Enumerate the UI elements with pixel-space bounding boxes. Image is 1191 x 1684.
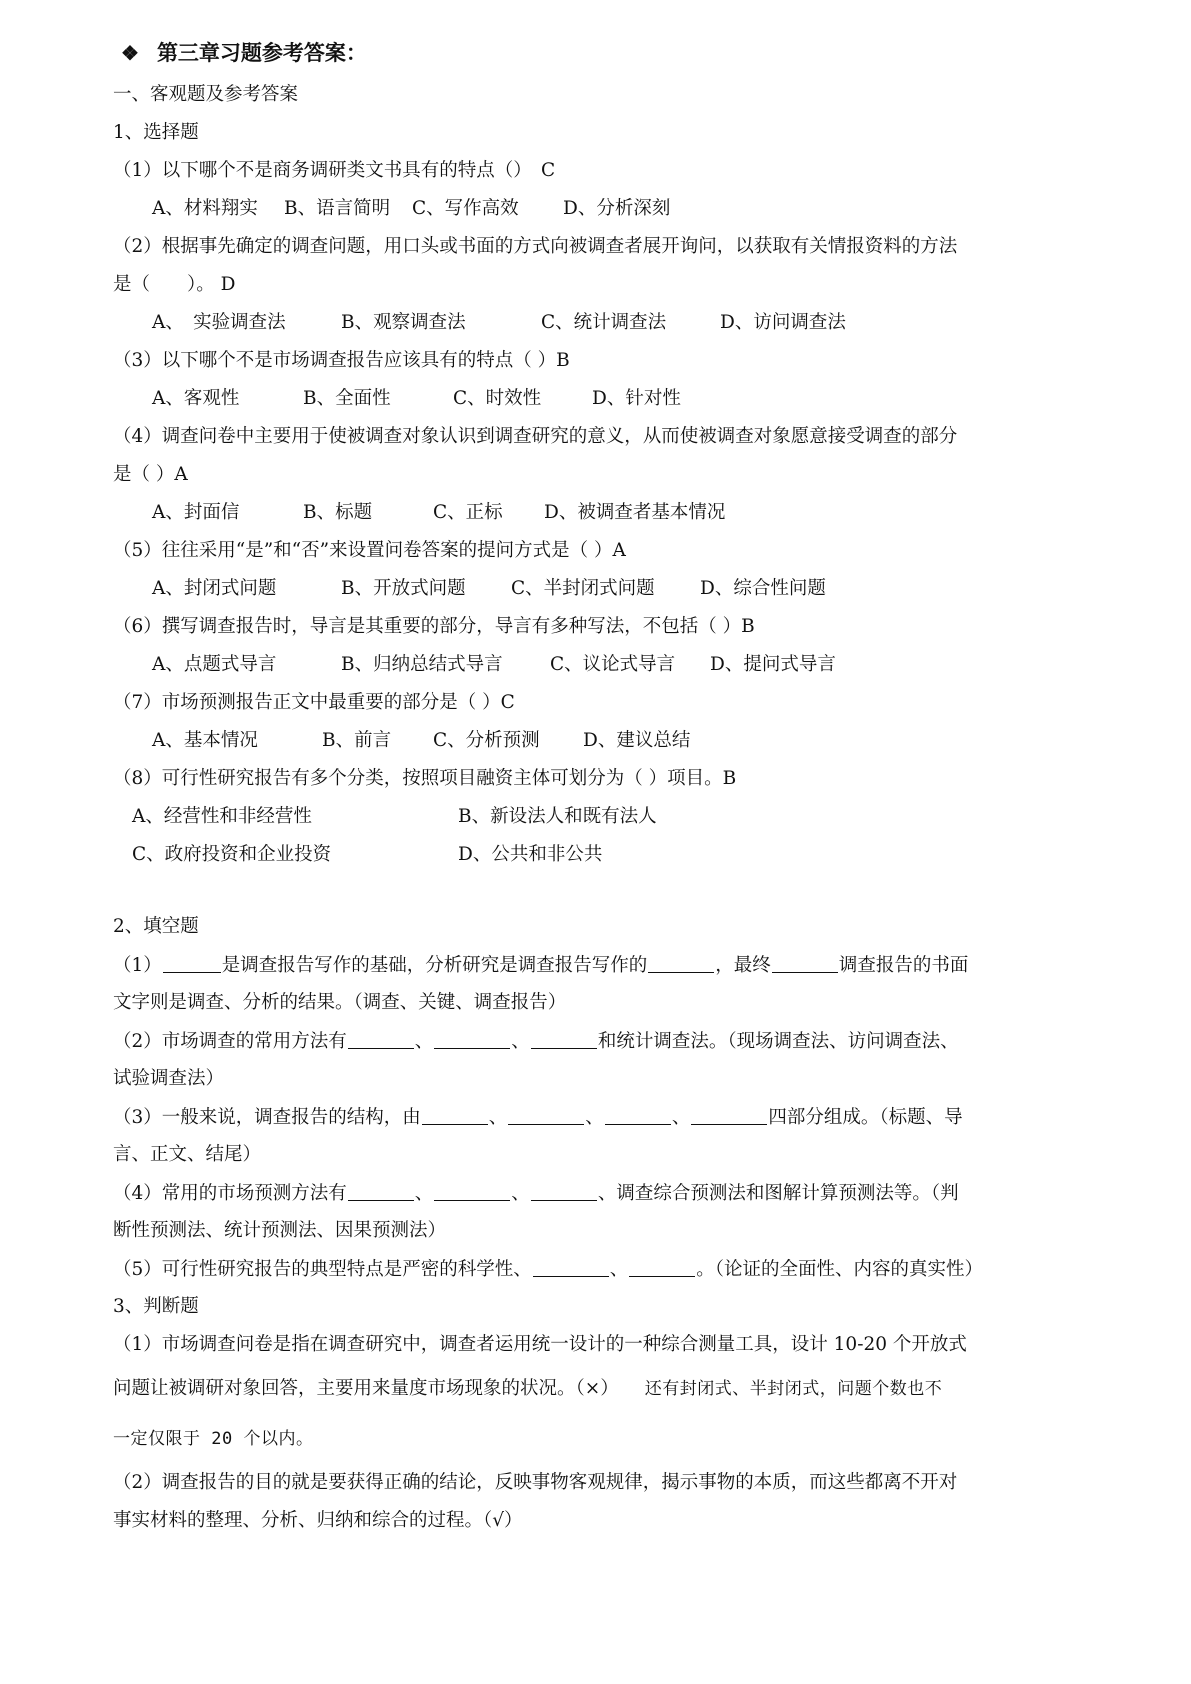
answer-blank (434, 1180, 510, 1201)
option: C、正标 (433, 502, 503, 523)
judge-question: （2）调查报告的目的就是要获得正确的结论，反映事物客观规律，揭示事物的本质，而这些都离不开对 (113, 1472, 958, 1493)
question-stem-continued: 是（ ）。 D (113, 274, 236, 295)
option: B、标题 (303, 502, 373, 523)
judge-question-continued: 事实材料的整理、分析、归纳和综合的过程。（√） (113, 1510, 523, 1531)
fill-question: （5）可行性研究报告的典型特点是严密的科学性、 、 。（论证的全面性、内容的真实性） (113, 1256, 983, 1283)
answer-blank (531, 1180, 597, 1201)
option: C、分析预测 (433, 730, 540, 751)
option: B、归纳总结式导言 (341, 654, 503, 675)
option: C、写作高效 (412, 198, 519, 219)
option: D、分析深刻 (563, 198, 671, 219)
fill-question: （2）市场调查的常用方法有 、 、 和统计调查法。（现场调查法、访问调查法、 (113, 1028, 959, 1055)
choice-heading: 1、选择题 (113, 122, 199, 143)
answer-note: 还有封闭式、半封闭式，问题个数也不 (644, 1379, 943, 1399)
answer-blank (163, 952, 221, 973)
answer-note-continued: 一定仅限于 20 个以内。 (113, 1429, 314, 1449)
option: B、前言 (322, 730, 392, 751)
fill-question-continued: 言、正文、结尾） (113, 1144, 262, 1165)
diamond-bullet-icon: ❖ (121, 41, 139, 65)
fill-question: （3）一般来说，调查报告的结构，由 、 、 、 四部分组成。（标题、导 (113, 1104, 963, 1131)
answer-blank (629, 1256, 695, 1277)
fill-question-continued: 文字则是调查、分析的结果。（调查、关键、调查报告） (113, 992, 567, 1013)
option: B、全面性 (303, 388, 391, 409)
option: A、点题式导言 (152, 654, 277, 675)
answer-blank (605, 1104, 671, 1125)
judge-question: （1）市场调查问卷是指在调查研究中，调查者运用统一设计的一种综合测量工具，设计 10-20 个开放式 (113, 1334, 967, 1355)
option: C、统计调查法 (541, 312, 667, 333)
option: A、基本情况 (152, 730, 258, 751)
question-stem: （7）市场预测报告正文中最重要的部分是（ ）C (113, 692, 515, 713)
judge-question-continued: 问题让被调研对象回答，主要用来量度市场现象的状况。（×） 还有封闭式、半封闭式，问题个数也不 (113, 1378, 943, 1399)
answer-blank (422, 1104, 488, 1125)
answer-blank (348, 1028, 414, 1049)
fill-question-continued: 试验调查法） (113, 1068, 225, 1089)
question-stem: （5）往往采用“是”和“否”来设置问卷答案的提问方式是（ ）A (113, 540, 626, 561)
fill-heading: 2、填空题 (113, 916, 199, 937)
option: D、针对性 (592, 388, 681, 409)
section-heading: 一、客观题及参考答案 (113, 84, 299, 105)
answer-blank (648, 952, 714, 973)
option: B、新设法人和既有法人 (458, 806, 657, 827)
question-stem: （8）可行性研究报告有多个分类，按照项目融资主体可划分为（ ）项目。B (113, 768, 737, 789)
option: A、 实验调查法 (152, 312, 286, 333)
answer-blank (348, 1180, 414, 1201)
question-stem: （3）以下哪个不是市场调查报告应该具有的特点（ ）B (113, 350, 570, 371)
option: D、综合性问题 (700, 578, 826, 599)
question-stem: （1）以下哪个不是商务调研类文书具有的特点（） C (113, 160, 556, 181)
fill-question-continued: 断性预测法、统计预测法、因果预测法） (113, 1220, 447, 1241)
option: B、开放式问题 (341, 578, 466, 599)
question-stem: （2）根据事先确定的调查问题，用口头或书面的方式向被调查者展开询问，以获取有关情报资料的方法 (113, 236, 958, 257)
answer-blank (508, 1104, 584, 1125)
question-stem: （4）调查问卷中主要用于使被调查对象认识到调查研究的意义，从而使被调查对象愿意接受调查的部分 (113, 426, 958, 447)
page-title: ❖ 第三章习题参考答案： (121, 40, 367, 65)
answer-blank (531, 1028, 597, 1049)
option: B、观察调查法 (341, 312, 466, 333)
answer-blank (691, 1104, 767, 1125)
fill-question: （4）常用的市场预测方法有 、 、 、调查综合预测法和图解计算预测法等。（判 (113, 1180, 959, 1207)
fill-question: （1） 是调查报告写作的基础，分析研究是调查报告写作的 ，最终 调查报告的书面 (113, 952, 968, 979)
option: C、时效性 (453, 388, 542, 409)
question-stem: （6）撰写调查报告时，导言是其重要的部分，导言有多种写法，不包括（ ）B (113, 616, 755, 637)
option: D、公共和非公共 (458, 844, 603, 865)
option: A、封闭式问题 (152, 578, 277, 599)
option: B、语言简明 (284, 198, 391, 219)
option: D、建议总结 (583, 730, 691, 751)
option: D、访问调查法 (720, 312, 846, 333)
option: D、被调查者基本情况 (544, 502, 726, 523)
option: A、经营性和非经营性 (132, 806, 312, 827)
option: C、议论式导言 (550, 654, 676, 675)
judge-heading: 3、判断题 (113, 1296, 199, 1317)
answer-blank (772, 952, 838, 973)
option: C、政府投资和企业投资 (132, 844, 332, 865)
option: C、半封闭式问题 (511, 578, 655, 599)
option: A、封面信 (152, 502, 240, 523)
answer-blank (533, 1256, 609, 1277)
answer-blank (434, 1028, 510, 1049)
option: A、材料翔实 (152, 198, 258, 219)
option: D、提问式导言 (710, 654, 836, 675)
option: A、客观性 (152, 388, 240, 409)
question-stem-continued: 是（ ）A (113, 464, 188, 485)
